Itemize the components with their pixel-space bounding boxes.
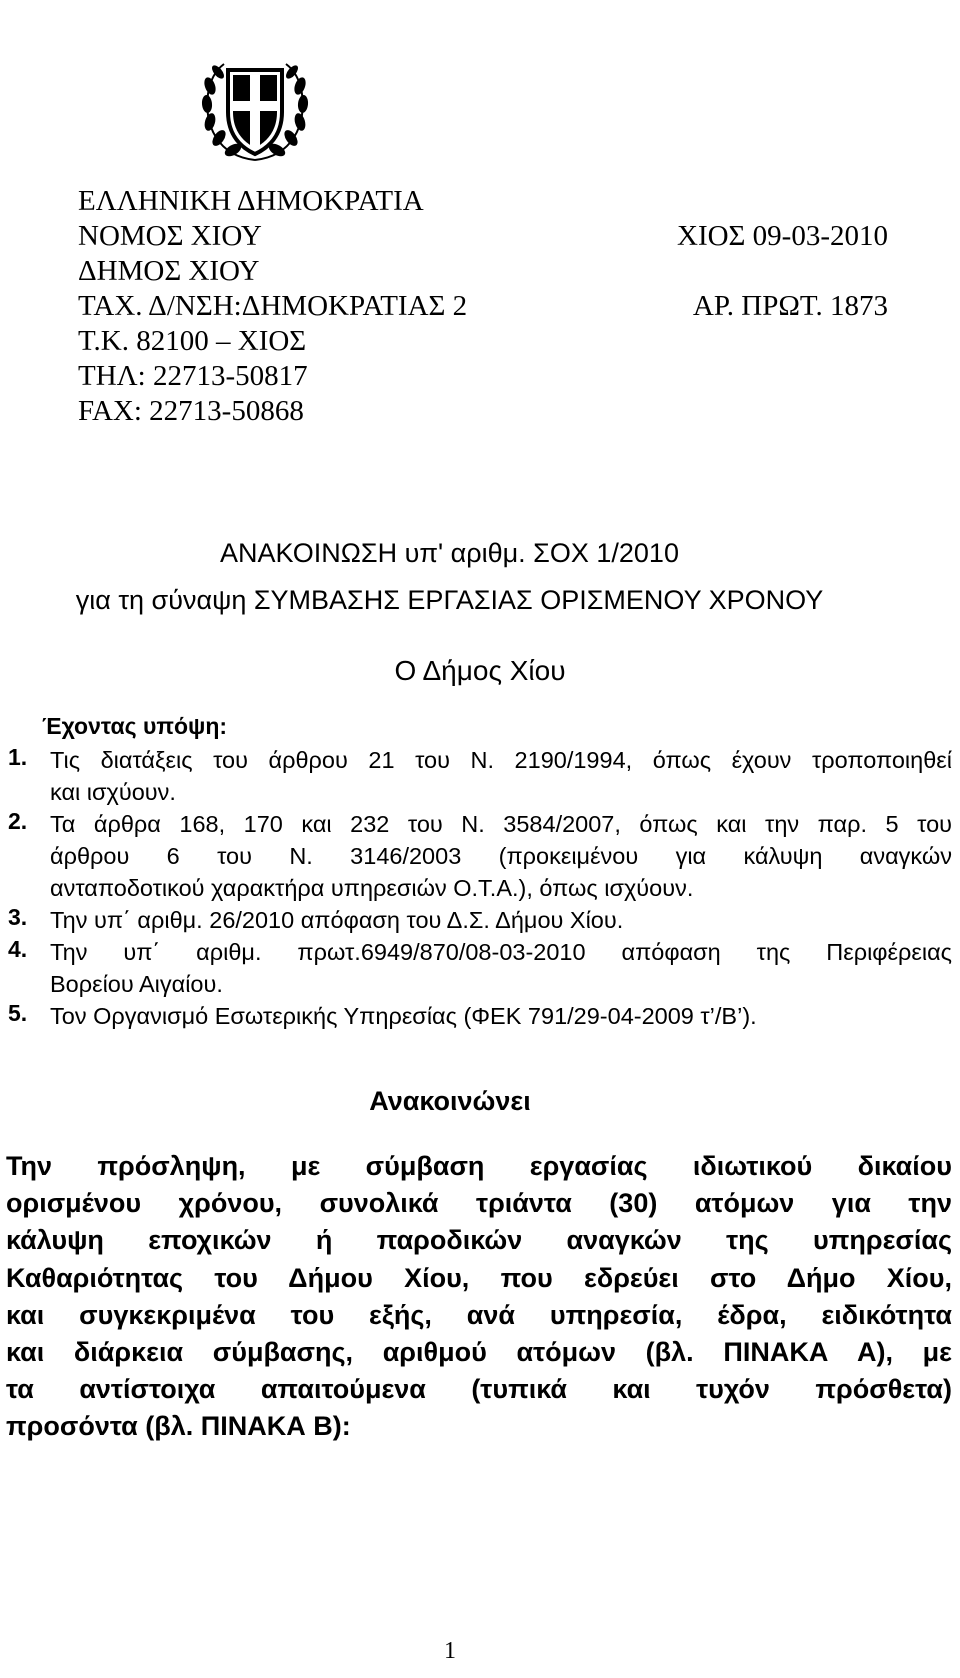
body-line: τα αντίστοιχα απαιτούμενα (τυπικά και τυχόν πρόσθετα) [6, 1374, 952, 1405]
coat-of-arms-emblem [198, 56, 312, 166]
header-line-1: ΕΛΛΗΝΙΚΗ ΔΗΜΟΚΡΑΤΙΑ [78, 185, 424, 217]
body-line: και συγκεκριμένα του εξής, ανά υπηρεσία, έδρα, ειδικότητα [6, 1299, 952, 1330]
item-number: 3. [8, 904, 28, 930]
page-number: 1 [444, 1638, 456, 1664]
greek-coat-of-arms-icon [198, 56, 312, 166]
body-line: και διάρκεια σύμβασης, αριθμού ατόμων (βλ. ΠΙΝΑΚΑ Α), με [6, 1337, 952, 1368]
item-number: 2. [8, 808, 28, 834]
item-text-line: Τα άρθρα 168, 170 και 232 του Ν. 3584/2007, όπως και την παρ. 5 του [50, 811, 952, 837]
item-number: 5. [8, 1000, 28, 1026]
authority-name: Ο Δήμος Χίου [394, 655, 566, 686]
protocol-number: ΑΡ. ΠΡΩΤ. 1873 [692, 290, 888, 322]
item-text-line: άρθρου 6 του Ν. 3146/2003 (προκειμένου για κάλυψη αναγκών [50, 843, 952, 869]
announcement-title: ΑΝΑΚΟΙΝΩΣΗ υπ' αριθμ. ΣΟΧ 1/2010 [220, 538, 679, 568]
header-line-4: ΤΑΧ. Δ/ΝΣΗ:ΔΗΜΟΚΡΑΤΙΑΣ 2 [78, 290, 468, 322]
body-line: Την πρόσληψη, με σύμβαση εργασίας ιδιωτικού δικαίου [6, 1151, 952, 1181]
considering-item [8, 744, 952, 808]
document-date: ΧΙΟΣ 09-03-2010 [677, 220, 888, 252]
header-line-7: FAX: 22713-50868 [78, 395, 304, 427]
body-line: προσόντα (βλ. ΠΙΝΑΚΑ Β): [6, 1411, 351, 1442]
item-number: 1. [8, 744, 28, 770]
considering-item [8, 936, 952, 1000]
header-line-2: ΝΟΜΟΣ ΧΙΟΥ [78, 220, 262, 252]
item-text-line: Τις διατάξεις του άρθρου 21 του Ν. 2190/1994, όπως έχουν τροποποιηθεί [50, 747, 952, 773]
item-text-line: Την υπ΄ αριθμ. πρωτ.6949/870/08-03-2010 απόφαση της Περιφέρειας [50, 939, 952, 965]
body-line: κάλυψη εποχικών ή παροδικών αναγκών της υπηρεσίας [6, 1225, 952, 1256]
considering-item [8, 1000, 952, 1032]
announcement-subtitle: για τη σύναψη ΣΥΜΒΑΣΗΣ ΕΡΓΑΣΙΑΣ ΟΡΙΣΜΕΝΟΥ ΧΡΟΝΟΥ [75, 585, 824, 615]
item-text-line: Τον Οργανισμό Εσωτερικής Υπηρεσίας (ΦΕΚ 791/29-04-2009 τ’/Β’). [50, 1003, 757, 1029]
body-line: ορισμένου χρόνου, συνολικά τριάντα (30) ατόμων για την [6, 1188, 952, 1219]
header-line-6: ΤΗΛ: 22713-50817 [78, 360, 308, 392]
item-text-line: Την υπ΄ αριθμ. 26/2010 απόφαση του Δ.Σ. Δήμου Χίου. [50, 907, 624, 933]
considering-label: Έχοντας υπόψη: [42, 713, 228, 739]
considering-item [8, 904, 952, 936]
header-line-5: Τ.Κ. 82100 – ΧΙΟΣ [78, 325, 307, 357]
item-text-line: Βορείου Αιγαίου. [50, 971, 223, 997]
item-text-line: ανταποδοτικού χαρακτήρα υπηρεσιών Ο.Τ.Α.), όπως ισχύουν. [50, 875, 694, 901]
announces-heading: Ανακοινώνει [369, 1086, 531, 1116]
item-text-line: και ισχύουν. [50, 779, 176, 805]
announcement-body [6, 1148, 952, 1446]
body-line: Καθαριότητας του Δήμου Χίου, που εδρεύει στο Δήμο Χίου, [6, 1262, 952, 1293]
header-line-3: ΔΗΜΟΣ ΧΙΟΥ [78, 255, 260, 287]
item-number: 4. [8, 936, 28, 962]
considering-item [8, 808, 952, 904]
